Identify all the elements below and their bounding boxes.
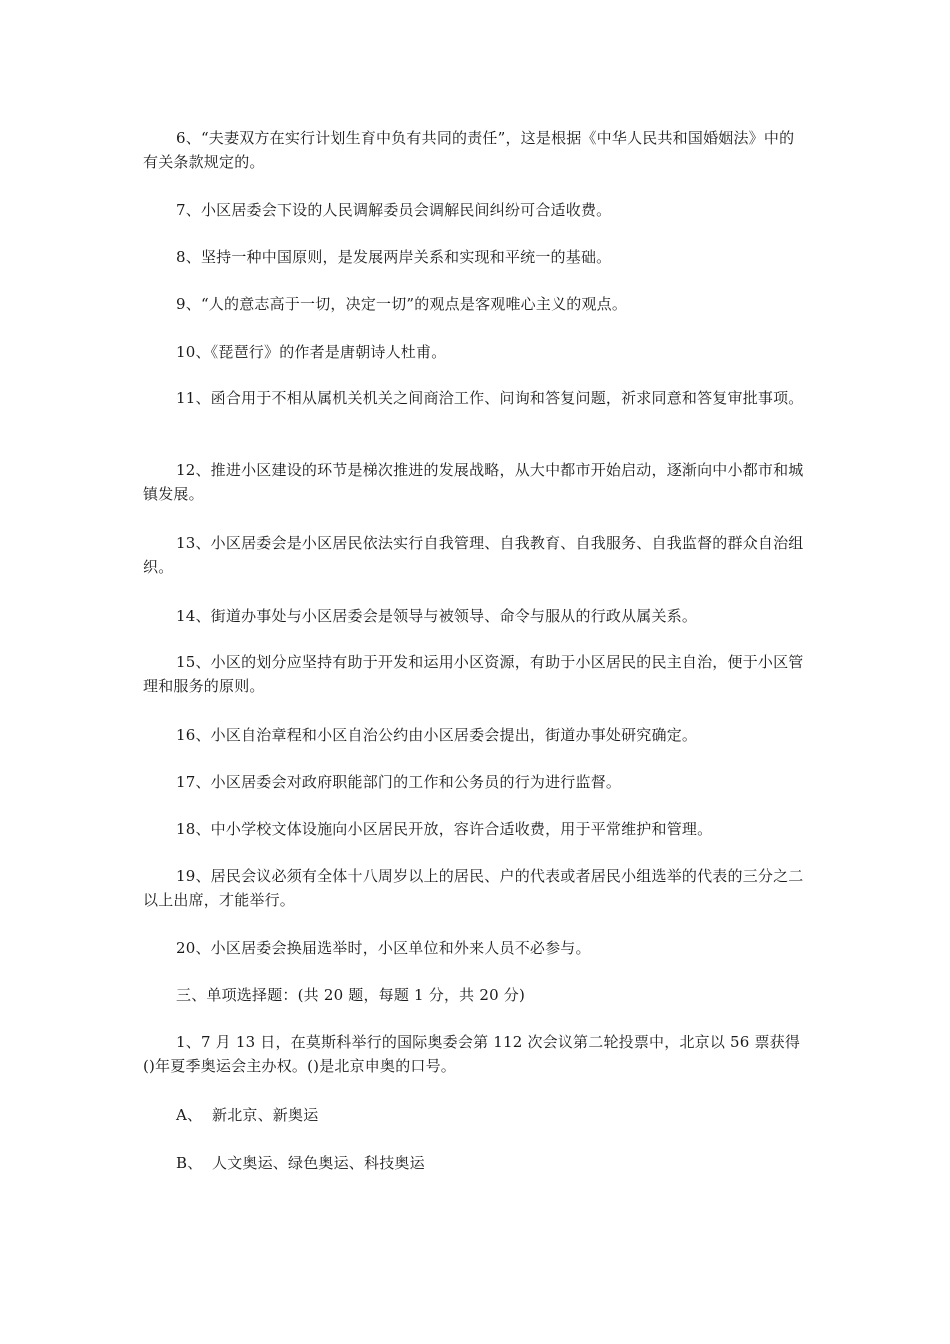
question-17: 17、小区居委会对政府职能部门的工作和公务员的行为进行监督。 [176, 773, 622, 791]
question-13: 13、小区居委会是小区居民依法实行自我管理、自我教育、自我服务、自我监督的群众自治组织。 [143, 534, 804, 576]
section-heading: 三、单项选择题：(共 20 题，每题 1 分，共 20 分) [176, 986, 526, 1004]
question-16: 16、小区自治章程和小区自治公约由小区居委会提出，街道办事处研究确定。 [176, 726, 698, 744]
option-b [176, 1151, 425, 1175]
question-10: 10、《琵琶行》的作者是唐朝诗人杜甫。 [176, 343, 447, 361]
question-20: 20、小区居委会换届选举时，小区单位和外来人员不必参与。 [176, 939, 591, 957]
question-15: 15、小区的划分应坚持有助于开发和运用小区资源，有助于小区居民的民主自治，便于小区管理和服务的原则。 [143, 653, 804, 695]
choice-question-1: 1、7 月 13 日，在莫斯科举行的国际奥委会第 112 次会议第二轮投票中，北京以 56 票获得()年夏季奥运会主办权。()是北京申奥的口号。 [143, 1033, 801, 1075]
option-text: 人文奥运、绿色奥运、科技奥运 [212, 1154, 425, 1172]
question-9: 9、“人的意志高于一切，决定一切”的观点是客观唯心主义的观点。 [176, 295, 628, 313]
option-letter: A、 [176, 1106, 203, 1124]
question-6: 6、“夫妻双方在实行计划生育中负有共同的责任”，这是根据《中华人民共和国婚姻法》中的有关条款规定的。 [143, 129, 795, 171]
question-11: 11、函合用于不相从属机关机关之间商洽工作、问询和答复问题，祈求同意和答复审批事项。 [176, 389, 804, 407]
question-14: 14、街道办事处与小区居委会是领导与被领导、命令与服从的行政从属关系。 [176, 607, 698, 625]
question-18: 18、中小学校文体设施向小区居民开放，容许合适收费，用于平常维护和管理。 [176, 820, 713, 838]
question-19: 19、居民会议必须有全体十八周岁以上的居民、户的代表或者居民小组选举的代表的三分之二以上出席，才能举行。 [143, 867, 804, 909]
question-7: 7、小区居委会下设的人民调解委员会调解民间纠纷可合适收费。 [176, 201, 612, 219]
question-8: 8、坚持一种中国原则，是发展两岸关系和实现和平统一的基础。 [176, 248, 612, 266]
option-a [176, 1103, 318, 1127]
question-12: 12、推进小区建设的环节是梯次推进的发展战略，从大中都市开始启动，逐渐向中小都市和城镇发展。 [143, 461, 804, 503]
option-text: 新北京、新奥运 [212, 1106, 319, 1124]
option-letter: B、 [176, 1154, 203, 1172]
